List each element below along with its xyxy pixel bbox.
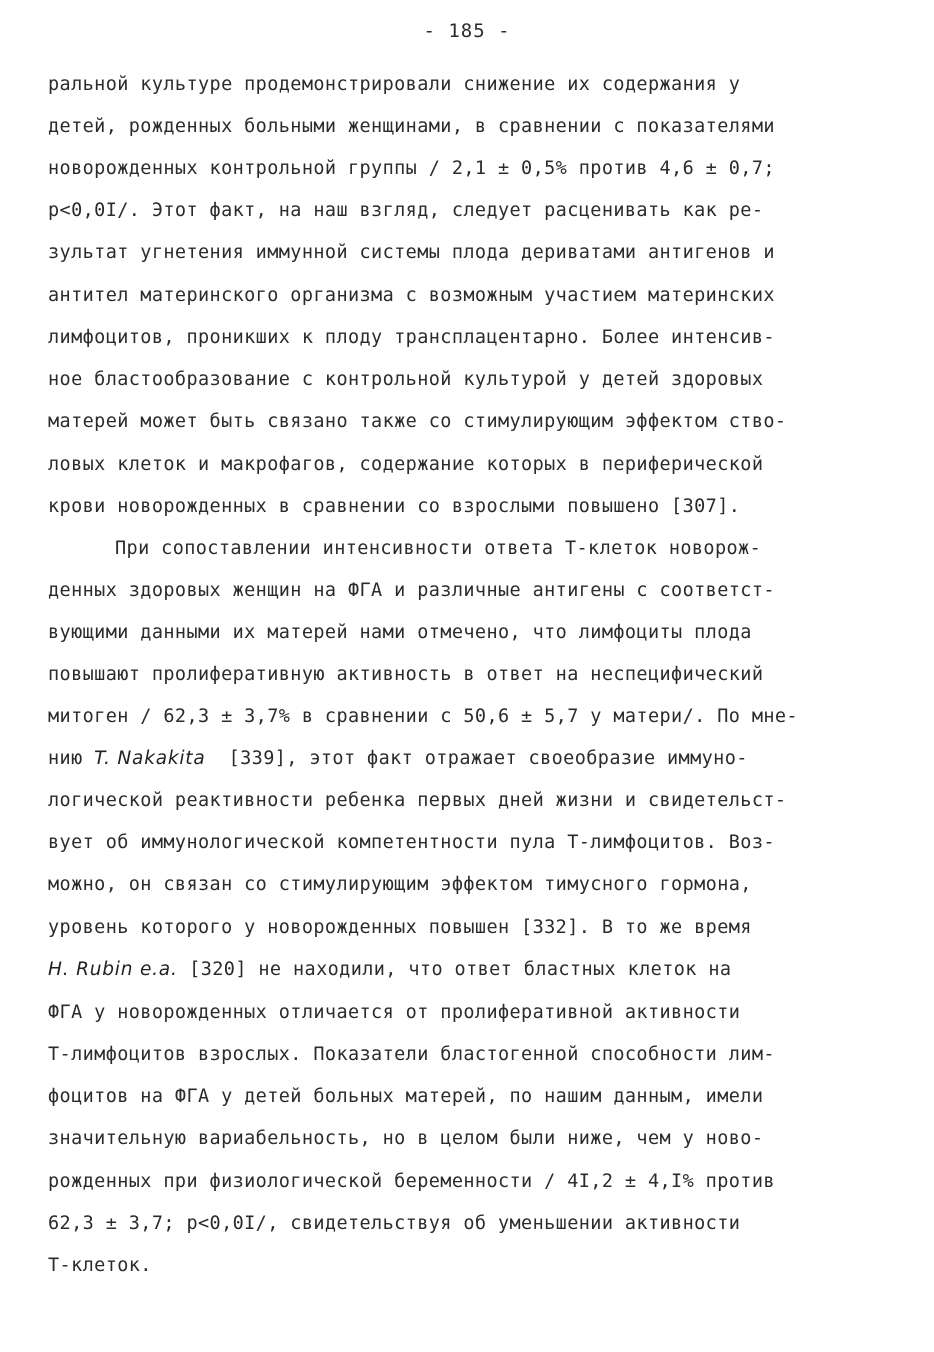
- text-segment: [339], этот факт отражает своеобразие иммуно-: [205, 748, 748, 769]
- text-line: p<0,0I/. Этот факт, на наш взгляд, следует расценивать как ре-: [48, 200, 764, 221]
- text-line: [48, 748, 748, 769]
- text-line: митоген / 62,3 ± 3,7% в сравнении с 50,6 ± 5,7 у матери/. По мне-: [48, 706, 798, 727]
- text-line: денных здоровых женщин на ФГА и различные антигены с соответст-: [48, 580, 775, 601]
- text-line: рожденных при физиологической беременности / 4I,2 ± 4,I% против: [48, 1171, 775, 1192]
- text-line: ФГА у новорожденных отличается от пролиферативной активности: [48, 1002, 741, 1023]
- page-number: - 185 -: [423, 20, 511, 42]
- text-line: Т-клеток.: [48, 1255, 152, 1276]
- text-line: новорожденных контрольной группы / 2,1 ± 0,5% против 4,6 ± 0,7;: [48, 158, 775, 179]
- author-name: H. Rubin e.a.: [48, 959, 178, 980]
- text-line: уровень которого у новорожденных повышен [332]. В то же время: [48, 917, 752, 938]
- text-line: антител материнского организма с возможным участием материнских: [48, 285, 775, 306]
- text-line: Т-лимфоцитов взрослых. Показатели бластогенной способности лим-: [48, 1044, 775, 1065]
- text-segment: [320] не находили, что ответ бластных клеток на: [177, 959, 732, 980]
- text-line: крови новорожденных в сравнении со взрослыми повышено [307].: [48, 496, 741, 517]
- text-line: ральной культуре продемонстрировали снижение их содержания у: [48, 74, 741, 95]
- text-line: логической реактивности ребенка первых дней жизни и свидетельст-: [48, 790, 787, 811]
- text-line: фоцитов на ФГА у детей больных матерей, по нашим данным, имели: [48, 1086, 764, 1107]
- text-line: лимфоцитов, проникших к плоду трансплацентарно. Более интенсив-: [48, 327, 775, 348]
- author-name: T. Nakakita: [94, 748, 206, 769]
- text-line: При сопоставлении интенсивности ответа Т-клеток новорож-: [115, 538, 762, 559]
- text-line: детей, рожденных больными женщинами, в сравнении с показателями: [48, 116, 775, 137]
- text-line: ное бластообразование с контрольной культурой у детей здоровых: [48, 369, 764, 390]
- text-line: вующими данными их матерей нами отмечено, что лимфоциты плода: [48, 622, 752, 643]
- text-line: вует об иммунологической компетентности пула Т-лимфоцитов. Воз-: [48, 832, 775, 853]
- text-line: ловых клеток и макрофагов, содержание которых в периферической: [48, 454, 764, 475]
- text-line: повышают пролиферативную активность в ответ на неспецифический: [48, 664, 764, 685]
- text-line: значительную вариабельность, но в целом были ниже, чем у ново-: [48, 1128, 764, 1149]
- text-line: матерей может быть связано также со стимулирующим эффектом ство-: [48, 411, 787, 432]
- text-line: зультат угнетения иммунной системы плода дериватами антигенов и: [48, 242, 775, 263]
- text-line: можно, он связан со стимулирующим эффектом тимусного гормона,: [48, 874, 752, 895]
- text-line: 62,3 ± 3,7; p<0,0I/, свидетельствуя об уменьшении активности: [48, 1213, 741, 1234]
- text-segment: нию: [48, 748, 95, 769]
- text-line: [48, 959, 731, 980]
